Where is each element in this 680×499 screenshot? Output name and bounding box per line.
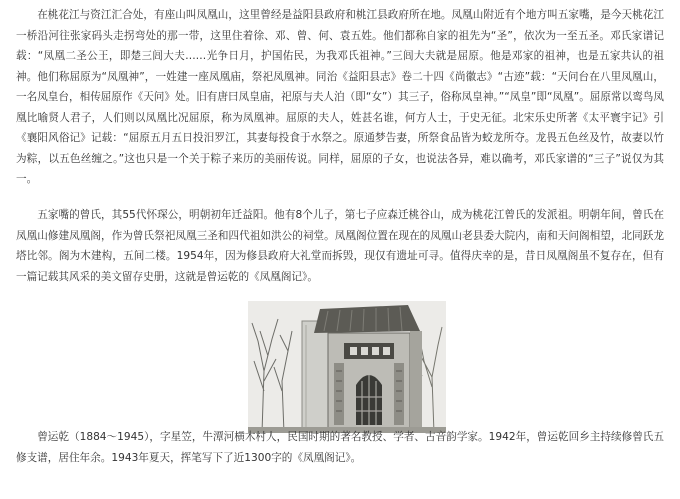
paragraph-phoenix-mountain: 在桃花江与资江汇合处，有座山叫凤凰山，这里曾经是益阳县政府和桃江县政府所在地。凤凰山附近有个地方叫五家嘴，是今天桃花江一桥沿河往张家码头走拐弯处的那一带，这里住着徐、邓、曾、何、袁五姓。他们都称自家的祖先为“圣”，依次为一至五圣。邓氏家谱记载：“凤凰二圣公王，即楚三闾大夫……光争日月，护国佑民，为我邓氏祖神。”三闾大夫就是屈原。他是邓家的祖神，也是五家共认的祖神。他们称屈原为“凤凰神”，一姓建一座凤凰庙，祭祀凤凰神。同治《益阳县志》卷二十四《尚徽志》“古迹”载：“天问台在八里凤凰山，一名凤皇台，相传屈原作《天问》处。旧有唐曰凤皇庙，祀原与夫人泊（即“女”）其三子，俗称凤皇神。”“凤皇”即“凤凰”。屈原常以鸾鸟凤凰比喻贤人君子，人们则以凤凰比况屈原，称为凤凰神。屈原的夫人，姓甚名谁，何方人士，于史无征。北宋乐史所著《太平寰宇记》引《襄阳风俗记》记载：“屈原五月五日投汨罗江，其妻每投食于水祭之。原通梦告妻，所祭食品皆为蛟龙所夺。龙畏五色丝及竹，故妻以竹为粽，以五色丝缠之。”这也只是一个关于粽子来历的美丽传说。同样，屈原的子女，也说法各异，难以确考，邓氏家谱的“三子”说仅为其一。: [16, 9, 664, 185]
right-wall: [410, 331, 422, 433]
carved-panel-right: [394, 363, 404, 425]
paragraph-zeng-family-pavilion: 五家嘴的曾氏，其55代怀琛公，明朝初年迁益阳。他有8个儿子，第七子应森迁桃谷山，成为桃花江曾氏的发派祖。明朝年间，曾氏在凤凰山修建凤凰阁，作为曾氏祭祀凤凰三圣和四代祖如洪公的祠堂。凤凰阁位置在现在的凤凰山老县委大院内，南和天问阁相望，北同跃龙塔比邻。阁为木建构，五间二楼。1954年，因为修县政府大礼堂而拆毁，现仅有遗址可寻。值得庆幸的是，昔日凤凰阁虽不复存在，但有一篇记载其风采的美文留存史册，这就是曾运乾的《凤凰阁记》。: [16, 209, 664, 283]
pavilion-photo-illustration: [248, 301, 446, 433]
phoenix-pavilion-photo: [248, 301, 446, 433]
paragraph-zeng-yunqian: 曾运乾（1884～1945），字星笠，牛潭河横木村人，民国时期的著名教授、学者、古音韵学家。1942年，曾运乾回乡主持续修曾氏五修支谱，居住年余。1943年夏天，挥笔写下了近1300字的《凤凰阁记》。: [16, 431, 664, 464]
carved-panel-left: [334, 363, 344, 425]
pavilion-roof: [314, 305, 420, 333]
